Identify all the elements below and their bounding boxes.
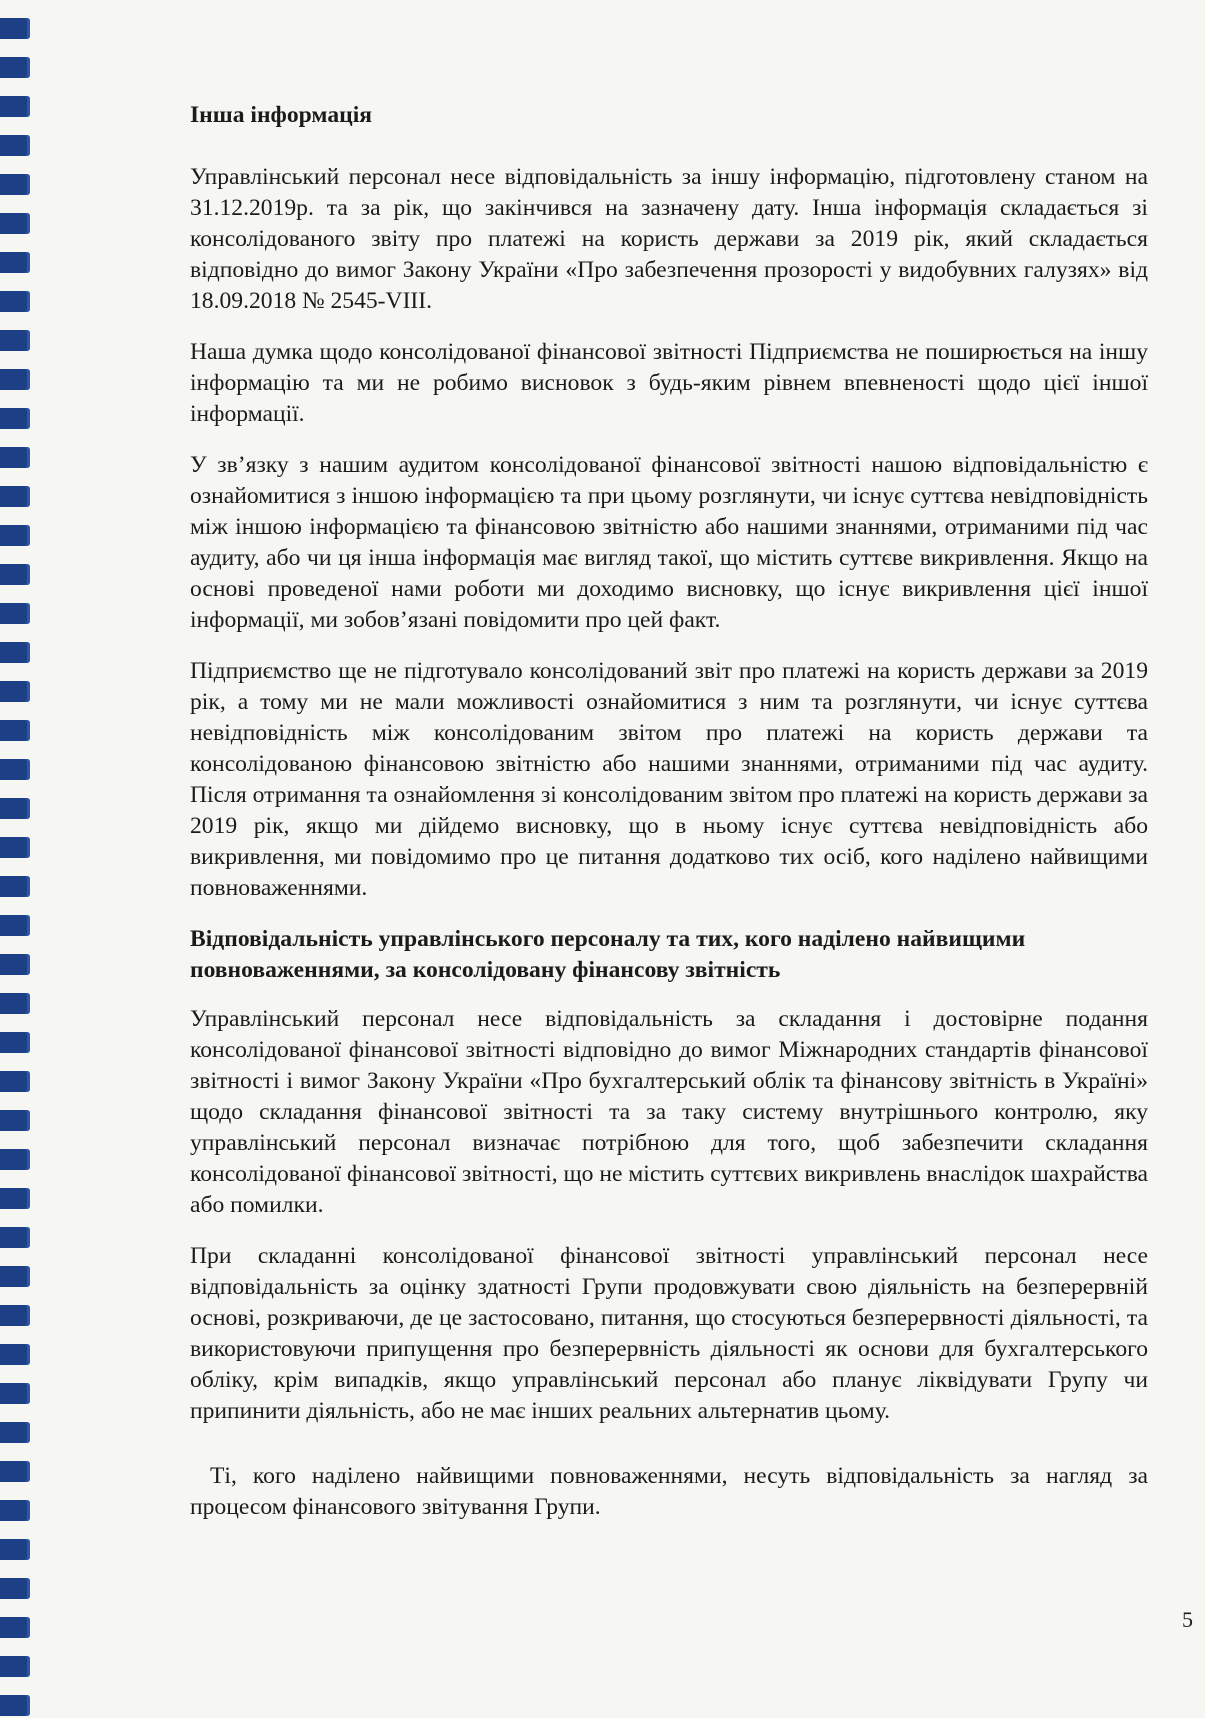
paragraph: Ті, кого наділено найвищими повноваженнями, несуть відповідальність за нагляд за процесом фінансового звітування Групи.: [190, 1463, 1148, 1520]
binding-ring: [0, 57, 30, 78]
binding-ring: [0, 96, 30, 117]
binding-ring: [0, 291, 30, 312]
binding-ring: [0, 1266, 30, 1287]
binding-ring: [0, 1656, 30, 1677]
binding-ring: [0, 135, 30, 156]
binding-ring: [0, 1032, 30, 1053]
binding-ring: [0, 642, 30, 663]
binding-ring: [0, 486, 30, 507]
binding-ring: [0, 954, 30, 975]
section-heading-other-information: Інша інформація: [190, 102, 373, 128]
binding-ring: [0, 759, 30, 780]
binding-ring: [0, 915, 30, 936]
binding-ring: [0, 1422, 30, 1443]
paragraph: Підприємство ще не підготувало консолідований звіт про платежі на користь держави за 2019 рік, а тому ми не мали можливості ознайомитися з ним та розглянути, чи існує суттєва невідповідність між консолідованим звітом про платежі на користь держави та консолідованою фінансовою звітністю або нашими знаннями, отриманими під час аудиту. Після отримання та ознайомлення зі консолідованим звітом про платежі на користь держави за 2019 рік, якщо ми дійдемо висновку, що в ньому існує суттєва невідповідність або викривлення, ми повідомимо про це питання додатково тих осіб, кого наділено найвищими повноваженнями.: [190, 658, 1148, 901]
document-page: [190, 100, 1148, 1543]
paragraph: Наша думка щодо консолідованої фінансової звітності Підприємства не поширюється на іншу інформацію та ми не робимо висновок з будь-яким рівнем впевненості щодо цієї іншої інформації.: [190, 339, 1148, 427]
binding-ring: [0, 564, 30, 585]
binding-ring: [0, 1227, 30, 1248]
paragraph: При складанні консолідованої фінансової звітності управлінський персонал несе відповідальність за оцінку здатності Групи продовжувати свою діяльність на безперервній основі, розкриваючи, де це застосовано, питання, що стосуються безперервності діяльності, та використовуючи припущення про безперервність діяльності як основи для бухгалтерського обліку, крім випадків, якщо управлінський персонал або планує ліквідувати Групу чи припинити діяльність, або не має інших реальних альтернатив цьому.: [190, 1243, 1148, 1424]
binding-ring: [0, 1461, 30, 1482]
binding-ring: [0, 408, 30, 429]
binding-ring: [0, 369, 30, 390]
binding-ring: [0, 1305, 30, 1326]
binding-ring: [0, 1578, 30, 1599]
section-heading-management-responsibility: Відповідальність управлінського персоналу та тих, кого наділено найвищими повноваженнями, за консолідовану фінансову звітність: [190, 926, 1026, 983]
binding-ring: [0, 174, 30, 195]
binding-ring: [0, 525, 30, 546]
binding-ring: [0, 876, 30, 897]
binding-ring: [0, 1383, 30, 1404]
binding-ring: [0, 330, 30, 351]
paragraph: Управлінський персонал несе відповідальність за іншу інформацію, підготовлену станом на 31.12.2019р. та за рік, що закінчився на зазначену дату. Інша інформація складається зі консолідованого звіту про платежі на користь держави за 2019 рік, який складається відповідно до вимог Закону України «Про забезпечення прозорості у видобувних галузях» від 18.09.2018 № 2545-VIII.: [190, 164, 1148, 314]
page-number: 5: [1182, 1607, 1193, 1632]
binding-ring: [0, 252, 30, 273]
binding-ring: [0, 1500, 30, 1521]
binding-ring: [0, 681, 30, 702]
binding-ring: [0, 1344, 30, 1365]
binding-ring: [0, 1149, 30, 1170]
binding-ring: [0, 798, 30, 819]
binding-ring: [0, 18, 30, 39]
binding-ring: [0, 603, 30, 624]
paragraph: Управлінський персонал несе відповідальність за складання і достовірне подання консолідованої фінансової звітності відповідно до вимог Міжнародних стандартів фінансової звітності і вимог Закону України «Про бухгалтерський облік та фінансову звітність в Україні» щодо складання фінансової звітності та за таку систему внутрішнього контролю, яку управлінський персонал визначає потрібною для того, щоб забезпечити складання консолідованої фінансової звітності, що не містить суттєвих викривлень внаслідок шахрайства або помилки.: [190, 1006, 1149, 1218]
binding-ring: [0, 213, 30, 234]
binding-ring: [0, 1071, 30, 1092]
binding-ring: [0, 1188, 30, 1209]
binding-ring: [0, 993, 30, 1014]
binding-ring: [0, 447, 30, 468]
binding-ring: [0, 1539, 30, 1560]
spiral-binding: [0, 0, 36, 1718]
paragraph: У зв’язку з нашим аудитом консолідованої фінансової звітності нашою відповідальністю є ознайомитися з іншою інформацією та при цьому розглянути, чи існує суттєва невідповідність між іншою інформацією та фінансовою звітністю або нашими знаннями, отриманими під час аудиту, або чи ця інша інформація має вигляд такої, що містить суттєве викривлення. Якщо на основі проведеної нами роботи ми доходимо висновку, що існує викривлення цієї іншої інформації, ми зобов’язані повідомити про цей факт.: [190, 452, 1148, 633]
binding-ring: [0, 1617, 30, 1638]
binding-ring: [0, 1695, 30, 1716]
binding-ring: [0, 837, 30, 858]
binding-ring: [0, 1110, 30, 1131]
binding-ring: [0, 720, 30, 741]
